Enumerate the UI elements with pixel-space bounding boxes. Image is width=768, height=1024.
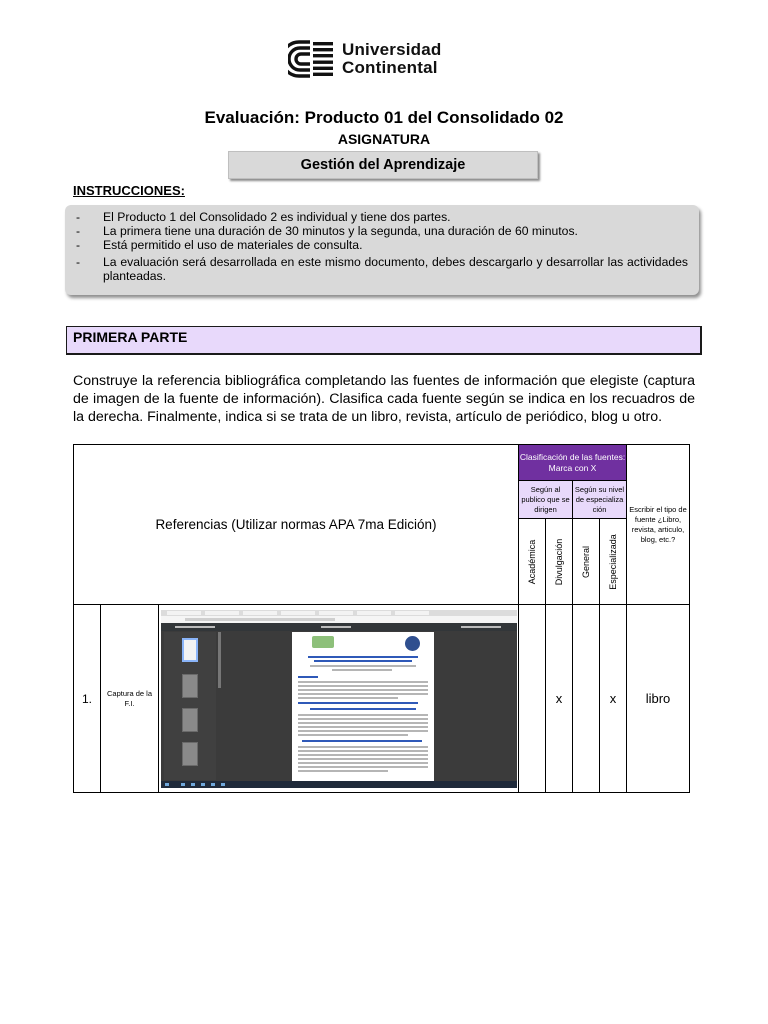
- specialization-group-header: Según su nivel de especializa ción: [573, 481, 627, 519]
- column-general: [573, 519, 600, 605]
- column-especializada-label: Especializada: [608, 533, 618, 590]
- capture-label: Captura de la F.I.: [101, 605, 159, 793]
- column-general-label: General: [581, 545, 591, 578]
- logo-wordmark: [342, 41, 442, 77]
- subject-label: ASIGNATURA: [337, 131, 431, 147]
- logo-line-1: Universidad: [342, 40, 442, 59]
- mark-especializada[interactable]: x: [600, 605, 627, 793]
- mark-academica[interactable]: [519, 605, 546, 793]
- column-academica-label: Académica: [527, 539, 537, 584]
- table-row: [74, 605, 690, 793]
- source-type-header: Escribir el tipo de fuente ¿Libro, revista, articulo, blog, etc.?: [627, 445, 690, 605]
- instruction-text: El Producto 1 del Consolidado 2 es individual y tiene dos partes.: [103, 210, 451, 224]
- logo-line-2: Continental: [342, 58, 438, 77]
- document-title: Evaluación: Producto 01 del Consolidado 02: [204, 108, 564, 127]
- instruction-text: La evaluación será desarrollada en este mismo documento, debes descargarlo y desarrollar las actividades planteadas.: [103, 255, 688, 283]
- subject-name-box: Gestión del Aprendizaje: [228, 151, 538, 179]
- bullet-dash: -: [76, 238, 81, 252]
- audience-group-header: Según al publico que se dirigen: [519, 481, 573, 519]
- row-number: 1.: [74, 605, 101, 793]
- instructions-list: [76, 210, 688, 283]
- windows-taskbar: [161, 781, 517, 788]
- instruction-item: [76, 238, 688, 252]
- classification-header: Clasificación de las fuentes: Marca con X: [519, 445, 627, 481]
- instruction-text: La primera tiene una duración de 30 minutos y la segunda, una duración de 60 minutos.: [103, 224, 578, 238]
- mark-divulgacion[interactable]: x: [546, 605, 573, 793]
- mark-general[interactable]: [573, 605, 600, 793]
- column-divulgacion-label: Divulgación: [554, 538, 564, 585]
- instruction-item: [76, 210, 688, 224]
- part-one-instructions: Construye la referencia bibliográfica completando las fuentes de información que elegiste (captura de imagen de la fuente de información). Clasifica cada fuente según se indica en los recuadros de la derecha. Finalmente, indica si se trata de un libro, revista, artículo de periódico, blog u otro.: [73, 373, 695, 425]
- references-header: Referencias (Utilizar normas APA 7ma Edición): [74, 445, 519, 605]
- references-table: [73, 444, 690, 793]
- column-divulgacion: [546, 519, 573, 605]
- bullet-dash: -: [76, 224, 81, 238]
- university-logo: [288, 40, 442, 78]
- pdf-toolbar: [161, 623, 517, 631]
- instructions-box: [65, 205, 699, 295]
- bullet-dash: -: [76, 210, 81, 224]
- column-especializada: [600, 519, 627, 605]
- column-academica: [519, 519, 546, 605]
- pdf-page: [292, 632, 434, 782]
- instruction-item: [76, 255, 688, 283]
- source-type-value[interactable]: libro: [627, 605, 690, 793]
- part-one-heading: PRIMERA PARTE: [66, 326, 702, 355]
- source-screenshot-image: [161, 610, 517, 788]
- continental-logo-icon: [288, 40, 336, 78]
- instruction-text: Está permitido el uso de materiales de consulta.: [103, 238, 363, 252]
- pdf-thumbnails: [164, 632, 216, 780]
- source-capture-cell: [159, 605, 519, 793]
- bullet-dash: -: [76, 255, 81, 269]
- instructions-heading: INSTRUCCIONES:: [73, 183, 185, 198]
- pdf-scrollbar: [218, 632, 221, 688]
- instruction-item: [76, 224, 688, 238]
- browser-address-bar: [161, 616, 517, 623]
